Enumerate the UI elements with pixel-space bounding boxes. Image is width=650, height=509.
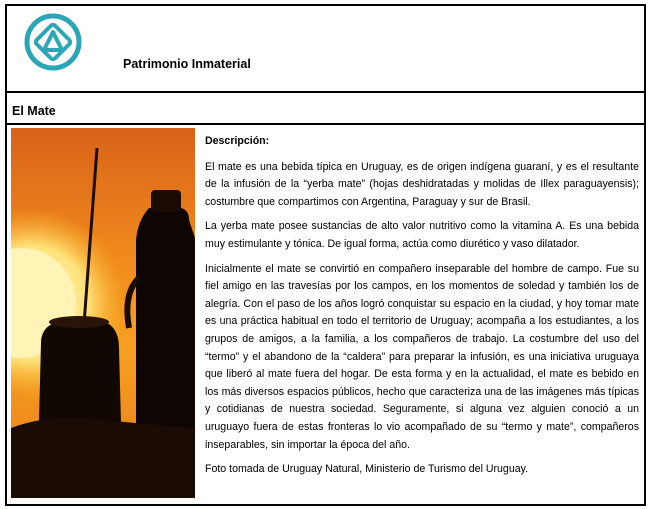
sunset-mate-photo [11,128,195,498]
paragraph-history: Inicialmente el mate se convirtió en compañero inseparable del hombre de campo. Fue su fiel amigo en las travesías por los campos, en los momentos de soledad y también los de alegría. Con el paso de los años logró conquistar su espacio en la ciudad, y hoy tomar mate es una práctica habitual en todo el territorio de Uruguay; acompaña a los estudiantes, a los grupos de amigos, a la familia, a los compañeros de trabajo. La costumbre del uso del “termo” y el abandono de la “caldera” para preparar la infusión, es una iniciativa uruguaya que liberó al mate fuera del hogar. De esta forma y en la actualidad, el mate es bebido en los más diversos espacios públicos, hecho que caracteriza una de las imágenes más típicas y cotidianas de nuestra sociedad. Seguramente, si alguna vez alguien conoció a un uruguayo fuera de estas fronteras lo vio acompañado de su “termo y mate”, compañeros inseparables, sin importar la época del año. [205,262,639,451]
description-block [205,133,639,486]
description-label: Descripción: [205,135,270,147]
paragraph-nutrition: La yerba mate posee sustancias de alto valor nutritivo como la vitamina A. Es una bebida muy estimulante y tónica. De igual forma, actúa como diurético y vaso dilatador. [205,220,639,250]
section-header [7,93,644,125]
paragraph-intro: El mate es una bebida típica en Uruguay, es de origen indígena guaraní, y es el resultante de la infusión de la “yerba mate” (hojas deshidratadas y molidas de Illex paraguayensis); costumbre que compartimos con Argentina, Paraguay y sur de Brasil. [205,160,639,208]
header [7,6,644,93]
section-title: El Mate [12,104,56,118]
site-title: Patrimonio Inmaterial [123,57,251,71]
photo-credit: Foto tomada de Uruguay Natural, Ministerio de Turismo del Uruguay. [205,463,529,476]
heritage-logo-icon [23,12,83,72]
page-frame [5,4,646,506]
